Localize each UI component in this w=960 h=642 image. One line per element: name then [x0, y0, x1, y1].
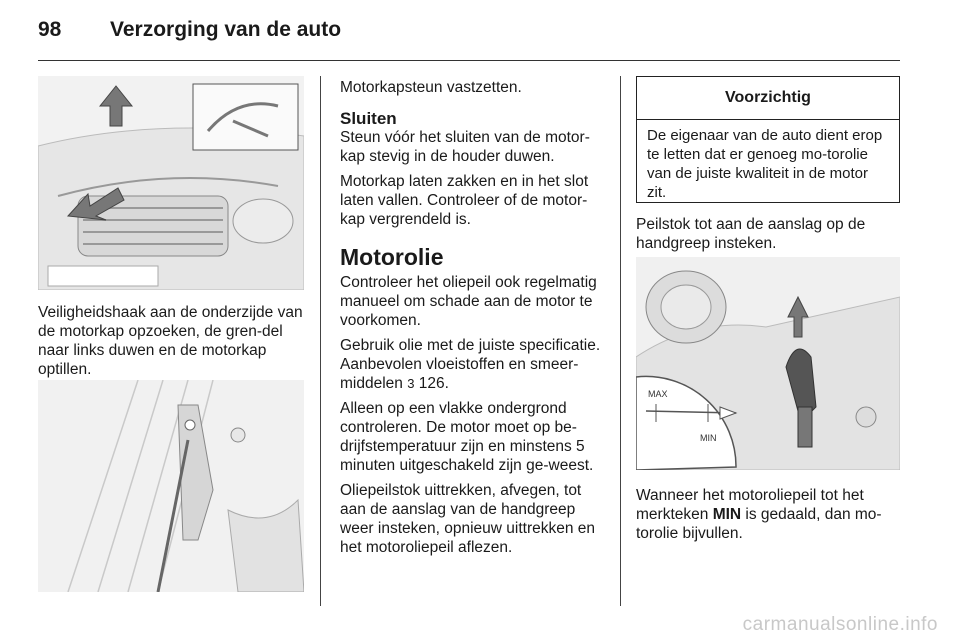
oil-read-paragraph: Oliepeilstok uittrekken, afvegen, tot aan de aanslag van de handgreep weer insteken, opnieuw uittrekken en het motoroliepeil aflezen. [340, 482, 596, 556]
caution-box [636, 76, 900, 203]
closing-step-2: Motorkap laten zakken en in het slot laten vallen. Controleer of de motor-kap vergrendeld is. [340, 173, 589, 228]
hood-support-figure [38, 380, 304, 592]
oil-check-paragraph: Controleer het oliepeil ook regelmatig manueel om schade aan de motor te voorkomen. [340, 274, 597, 329]
header-divider [38, 60, 900, 61]
page-reference: 126. [418, 375, 449, 392]
page-reference-icon: 3 [407, 376, 415, 391]
oil-refill-text-1: Wanneer het motoroliepeil tot het merkteken [636, 487, 864, 523]
min-mark-label: MIN [700, 433, 717, 443]
dipstick-instruction: Peilstok tot aan de aanslag op de handgreep insteken. [636, 216, 866, 252]
oil-spec-text: Gebruik olie met de juiste specificatie. Aanbevolen vloeistoffen en smeer-middelen [340, 337, 601, 392]
oil-refill-text-2: is gedaald, dan mo-torolie bijvullen. [636, 506, 882, 542]
oil-refill-paragraph [636, 486, 902, 543]
oil-spec-paragraph [340, 336, 606, 393]
closing-heading: Sluiten [340, 109, 397, 128]
min-mark-reference: MIN [712, 506, 742, 523]
page-number: 98 [38, 18, 62, 41]
page-title: Verzorging van de auto [110, 18, 342, 41]
max-mark-label: MAX [648, 389, 668, 399]
column-divider-2 [620, 76, 621, 606]
support-instruction: Motorkapsteun vastzetten. [340, 79, 522, 96]
column-2-text [340, 78, 606, 563]
watermark: carmanualsonline.info [742, 614, 938, 635]
column-divider-1 [320, 76, 321, 606]
oil-condition-paragraph: Alleen op een vlakke ondergrond controleren. De motor moet op be-drijfstemperatuur zijn en minstens 5 minuten uitgeschakeld zijn ge-weest. [340, 400, 594, 474]
caution-title: Voorzichtig [637, 77, 899, 120]
engine-oil-heading: Motorolie [340, 244, 444, 270]
closing-step-1: Steun vóór het sluiten van de motor-kap stevig in de houder duwen. [340, 129, 590, 165]
caution-text: De eigenaar van de auto dient erop te letten dat er genoeg mo-torolie van de juiste kwaliteit in de motor zit. [647, 127, 883, 201]
hood-open-caption: Veiligheidshaak aan de onderzijde van de motorkap opzoeken, de gren-del naar links duwen en de motorkap optillen. [38, 304, 303, 378]
hood-release-figure [38, 76, 304, 290]
dipstick-figure [636, 257, 900, 470]
